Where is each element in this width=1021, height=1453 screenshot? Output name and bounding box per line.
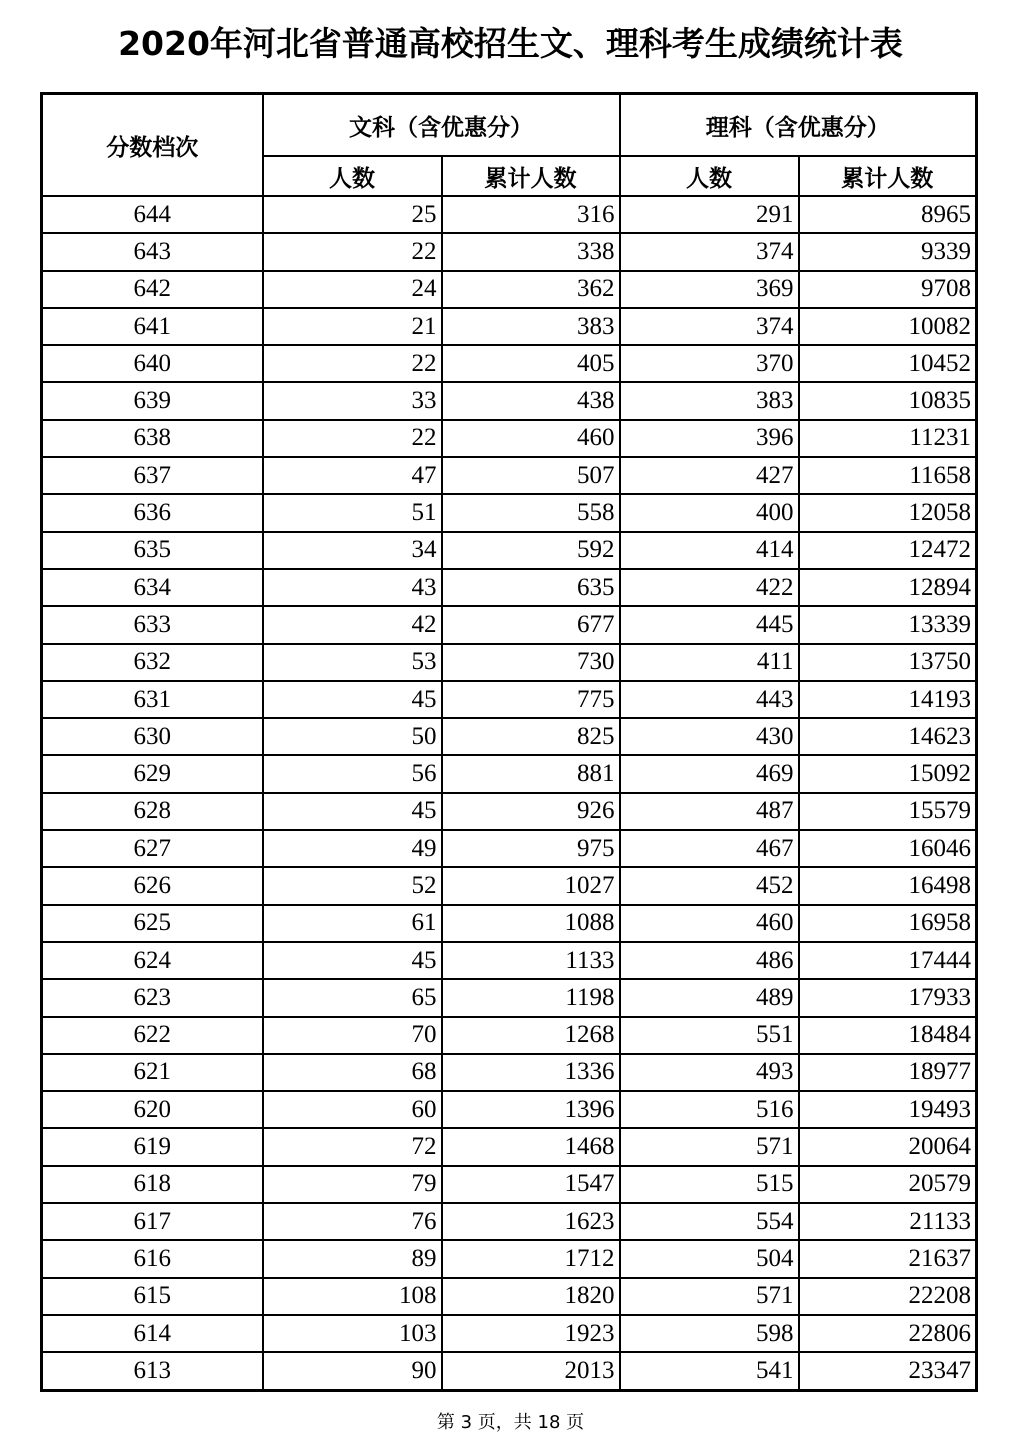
cell-liberal-count: 34: [263, 532, 442, 569]
cell-science-count: 487: [620, 793, 799, 830]
score-table: [40, 92, 978, 1392]
table-row: [42, 1017, 977, 1054]
cell-science-count: 515: [620, 1166, 799, 1203]
table-row: [42, 830, 977, 867]
cell-science-count: 396: [620, 420, 799, 457]
cell-science-cumulative: 20579: [799, 1166, 977, 1203]
cell-science-count: 516: [620, 1091, 799, 1128]
header-science: 理科（含优惠分）: [620, 94, 977, 157]
cell-liberal-count: 22: [263, 233, 442, 270]
cell-science-count: 443: [620, 681, 799, 718]
cell-science-cumulative: 13339: [799, 606, 977, 643]
table-row: [42, 942, 977, 979]
cell-liberal-count: 70: [263, 1017, 442, 1054]
table-row: [42, 1278, 977, 1315]
cell-liberal-cumulative: 592: [442, 532, 620, 569]
cell-science-cumulative: 11658: [799, 457, 977, 494]
cell-score: 618: [42, 1166, 263, 1203]
cell-science-count: 571: [620, 1278, 799, 1315]
cell-science-cumulative: 16498: [799, 867, 977, 904]
cell-score: 620: [42, 1091, 263, 1128]
cell-score: 627: [42, 830, 263, 867]
cell-science-count: 422: [620, 569, 799, 606]
table-row: [42, 1315, 977, 1352]
cell-score: 629: [42, 755, 263, 792]
table-row: [42, 867, 977, 904]
cell-liberal-count: 61: [263, 905, 442, 942]
header-science-cumulative: 累计人数: [799, 156, 977, 196]
table-row: [42, 905, 977, 942]
cell-liberal-cumulative: 1396: [442, 1091, 620, 1128]
cell-score: 632: [42, 644, 263, 681]
cell-science-cumulative: 12894: [799, 569, 977, 606]
cell-science-cumulative: 12058: [799, 494, 977, 531]
cell-score: 617: [42, 1203, 263, 1240]
cell-liberal-cumulative: 635: [442, 569, 620, 606]
table-row: [42, 1128, 977, 1165]
header-liberal-arts: 文科（含优惠分）: [263, 94, 620, 157]
cell-score: 633: [42, 606, 263, 643]
cell-liberal-cumulative: 1623: [442, 1203, 620, 1240]
header-liberal-cumulative: 累计人数: [442, 156, 620, 196]
cell-science-count: 400: [620, 494, 799, 531]
cell-liberal-count: 68: [263, 1054, 442, 1091]
cell-liberal-cumulative: 438: [442, 382, 620, 419]
cell-liberal-count: 49: [263, 830, 442, 867]
cell-science-count: 445: [620, 606, 799, 643]
cell-liberal-count: 45: [263, 793, 442, 830]
cell-science-count: 493: [620, 1054, 799, 1091]
cell-science-cumulative: 14623: [799, 718, 977, 755]
cell-science-count: 374: [620, 308, 799, 345]
cell-science-cumulative: 17444: [799, 942, 977, 979]
cell-liberal-count: 72: [263, 1128, 442, 1165]
cell-liberal-count: 51: [263, 494, 442, 531]
cell-liberal-cumulative: 2013: [442, 1352, 620, 1390]
cell-science-count: 467: [620, 830, 799, 867]
cell-liberal-cumulative: 405: [442, 345, 620, 382]
cell-liberal-count: 42: [263, 606, 442, 643]
cell-score: 643: [42, 233, 263, 270]
cell-science-cumulative: 17933: [799, 979, 977, 1016]
cell-liberal-cumulative: 1468: [442, 1128, 620, 1165]
cell-science-cumulative: 9708: [799, 271, 977, 308]
cell-science-cumulative: 10082: [799, 308, 977, 345]
cell-science-cumulative: 9339: [799, 233, 977, 270]
cell-score: 625: [42, 905, 263, 942]
table-row: [42, 793, 977, 830]
cell-liberal-count: 56: [263, 755, 442, 792]
table-row: [42, 1203, 977, 1240]
cell-score: 626: [42, 867, 263, 904]
table-row: [42, 718, 977, 755]
table-row: [42, 345, 977, 382]
cell-science-cumulative: 23347: [799, 1352, 977, 1390]
cell-liberal-cumulative: 1268: [442, 1017, 620, 1054]
cell-science-count: 486: [620, 942, 799, 979]
cell-science-count: 427: [620, 457, 799, 494]
cell-score: 621: [42, 1054, 263, 1091]
cell-science-cumulative: 10835: [799, 382, 977, 419]
cell-score: 613: [42, 1352, 263, 1390]
cell-liberal-count: 90: [263, 1352, 442, 1390]
cell-liberal-cumulative: 881: [442, 755, 620, 792]
cell-liberal-cumulative: 926: [442, 793, 620, 830]
header-science-count: 人数: [620, 156, 799, 196]
cell-science-count: 430: [620, 718, 799, 755]
cell-science-count: 541: [620, 1352, 799, 1390]
cell-liberal-cumulative: 1198: [442, 979, 620, 1016]
table-row: [42, 382, 977, 419]
cell-science-cumulative: 15579: [799, 793, 977, 830]
table-row: [42, 233, 977, 270]
table-row: [42, 494, 977, 531]
table-body: [42, 196, 977, 1390]
cell-score: 634: [42, 569, 263, 606]
cell-liberal-count: 103: [263, 1315, 442, 1352]
cell-liberal-cumulative: 1712: [442, 1240, 620, 1277]
cell-science-cumulative: 19493: [799, 1091, 977, 1128]
cell-liberal-count: 24: [263, 271, 442, 308]
cell-liberal-cumulative: 316: [442, 196, 620, 233]
cell-science-cumulative: 10452: [799, 345, 977, 382]
cell-liberal-count: 45: [263, 681, 442, 718]
cell-science-cumulative: 22208: [799, 1278, 977, 1315]
cell-liberal-count: 21: [263, 308, 442, 345]
cell-liberal-count: 89: [263, 1240, 442, 1277]
cell-score: 644: [42, 196, 263, 233]
cell-liberal-count: 60: [263, 1091, 442, 1128]
cell-science-cumulative: 11231: [799, 420, 977, 457]
cell-science-count: 411: [620, 644, 799, 681]
cell-score: 624: [42, 942, 263, 979]
cell-score: 619: [42, 1128, 263, 1165]
cell-science-cumulative: 18484: [799, 1017, 977, 1054]
cell-science-count: 370: [620, 345, 799, 382]
cell-liberal-cumulative: 507: [442, 457, 620, 494]
cell-liberal-count: 47: [263, 457, 442, 494]
cell-liberal-cumulative: 1547: [442, 1166, 620, 1203]
cell-liberal-cumulative: 383: [442, 308, 620, 345]
cell-liberal-cumulative: 1027: [442, 867, 620, 904]
cell-liberal-count: 79: [263, 1166, 442, 1203]
table-row: [42, 1240, 977, 1277]
table-row: [42, 420, 977, 457]
cell-science-cumulative: 16958: [799, 905, 977, 942]
cell-science-cumulative: 22806: [799, 1315, 977, 1352]
table-row: [42, 681, 977, 718]
cell-score: 628: [42, 793, 263, 830]
cell-science-count: 460: [620, 905, 799, 942]
table-row: [42, 1054, 977, 1091]
cell-science-count: 452: [620, 867, 799, 904]
cell-science-count: 369: [620, 271, 799, 308]
cell-score: 614: [42, 1315, 263, 1352]
table-row: [42, 271, 977, 308]
cell-score: 637: [42, 457, 263, 494]
cell-science-count: 414: [620, 532, 799, 569]
cell-liberal-cumulative: 775: [442, 681, 620, 718]
cell-score: 641: [42, 308, 263, 345]
cell-score: 622: [42, 1017, 263, 1054]
cell-liberal-count: 108: [263, 1278, 442, 1315]
cell-science-cumulative: 8965: [799, 196, 977, 233]
cell-science-cumulative: 14193: [799, 681, 977, 718]
cell-score: 615: [42, 1278, 263, 1315]
cell-science-cumulative: 13750: [799, 644, 977, 681]
cell-liberal-cumulative: 975: [442, 830, 620, 867]
cell-science-cumulative: 15092: [799, 755, 977, 792]
cell-liberal-cumulative: 1923: [442, 1315, 620, 1352]
cell-science-count: 291: [620, 196, 799, 233]
cell-liberal-cumulative: 558: [442, 494, 620, 531]
cell-science-count: 598: [620, 1315, 799, 1352]
cell-liberal-count: 52: [263, 867, 442, 904]
table-row: [42, 308, 977, 345]
cell-science-cumulative: 21637: [799, 1240, 977, 1277]
cell-science-cumulative: 16046: [799, 830, 977, 867]
cell-score: 616: [42, 1240, 263, 1277]
table-row: [42, 606, 977, 643]
cell-liberal-cumulative: 338: [442, 233, 620, 270]
cell-liberal-cumulative: 362: [442, 271, 620, 308]
cell-liberal-count: 33: [263, 382, 442, 419]
table-row: [42, 457, 977, 494]
page-title: 2020年河北省普通高校招生文、理科考生成绩统计表: [118, 24, 903, 63]
cell-liberal-count: 25: [263, 196, 442, 233]
cell-liberal-cumulative: 730: [442, 644, 620, 681]
table-row: [42, 1166, 977, 1203]
cell-liberal-count: 45: [263, 942, 442, 979]
cell-score: 638: [42, 420, 263, 457]
table-row: [42, 532, 977, 569]
cell-liberal-count: 50: [263, 718, 442, 755]
cell-science-cumulative: 20064: [799, 1128, 977, 1165]
header-liberal-count: 人数: [263, 156, 442, 196]
cell-liberal-count: 53: [263, 644, 442, 681]
table-row: [42, 196, 977, 233]
cell-liberal-cumulative: 460: [442, 420, 620, 457]
cell-science-count: 489: [620, 979, 799, 1016]
cell-score: 639: [42, 382, 263, 419]
cell-score: 623: [42, 979, 263, 1016]
cell-liberal-count: 22: [263, 345, 442, 382]
cell-liberal-count: 43: [263, 569, 442, 606]
table-row: [42, 644, 977, 681]
cell-score: 635: [42, 532, 263, 569]
cell-score: 630: [42, 718, 263, 755]
cell-score: 631: [42, 681, 263, 718]
cell-score: 642: [42, 271, 263, 308]
cell-liberal-cumulative: 677: [442, 606, 620, 643]
cell-science-count: 504: [620, 1240, 799, 1277]
cell-liberal-count: 76: [263, 1203, 442, 1240]
cell-science-count: 554: [620, 1203, 799, 1240]
header-score: 分数档次: [42, 94, 263, 197]
table-row: [42, 755, 977, 792]
table-row: [42, 1091, 977, 1128]
cell-liberal-count: 65: [263, 979, 442, 1016]
table-row: [42, 979, 977, 1016]
page-footer: 第 3 页，共 18 页: [436, 1412, 585, 1433]
cell-science-cumulative: 18977: [799, 1054, 977, 1091]
cell-score: 636: [42, 494, 263, 531]
cell-liberal-cumulative: 1088: [442, 905, 620, 942]
cell-science-count: 571: [620, 1128, 799, 1165]
cell-science-count: 383: [620, 382, 799, 419]
cell-science-count: 551: [620, 1017, 799, 1054]
cell-science-count: 469: [620, 755, 799, 792]
table-row: [42, 1352, 977, 1390]
cell-science-cumulative: 12472: [799, 532, 977, 569]
cell-science-count: 374: [620, 233, 799, 270]
cell-liberal-cumulative: 825: [442, 718, 620, 755]
cell-liberal-cumulative: 1133: [442, 942, 620, 979]
cell-score: 640: [42, 345, 263, 382]
cell-liberal-cumulative: 1820: [442, 1278, 620, 1315]
table-row: [42, 569, 977, 606]
cell-liberal-count: 22: [263, 420, 442, 457]
cell-science-cumulative: 21133: [799, 1203, 977, 1240]
cell-liberal-cumulative: 1336: [442, 1054, 620, 1091]
